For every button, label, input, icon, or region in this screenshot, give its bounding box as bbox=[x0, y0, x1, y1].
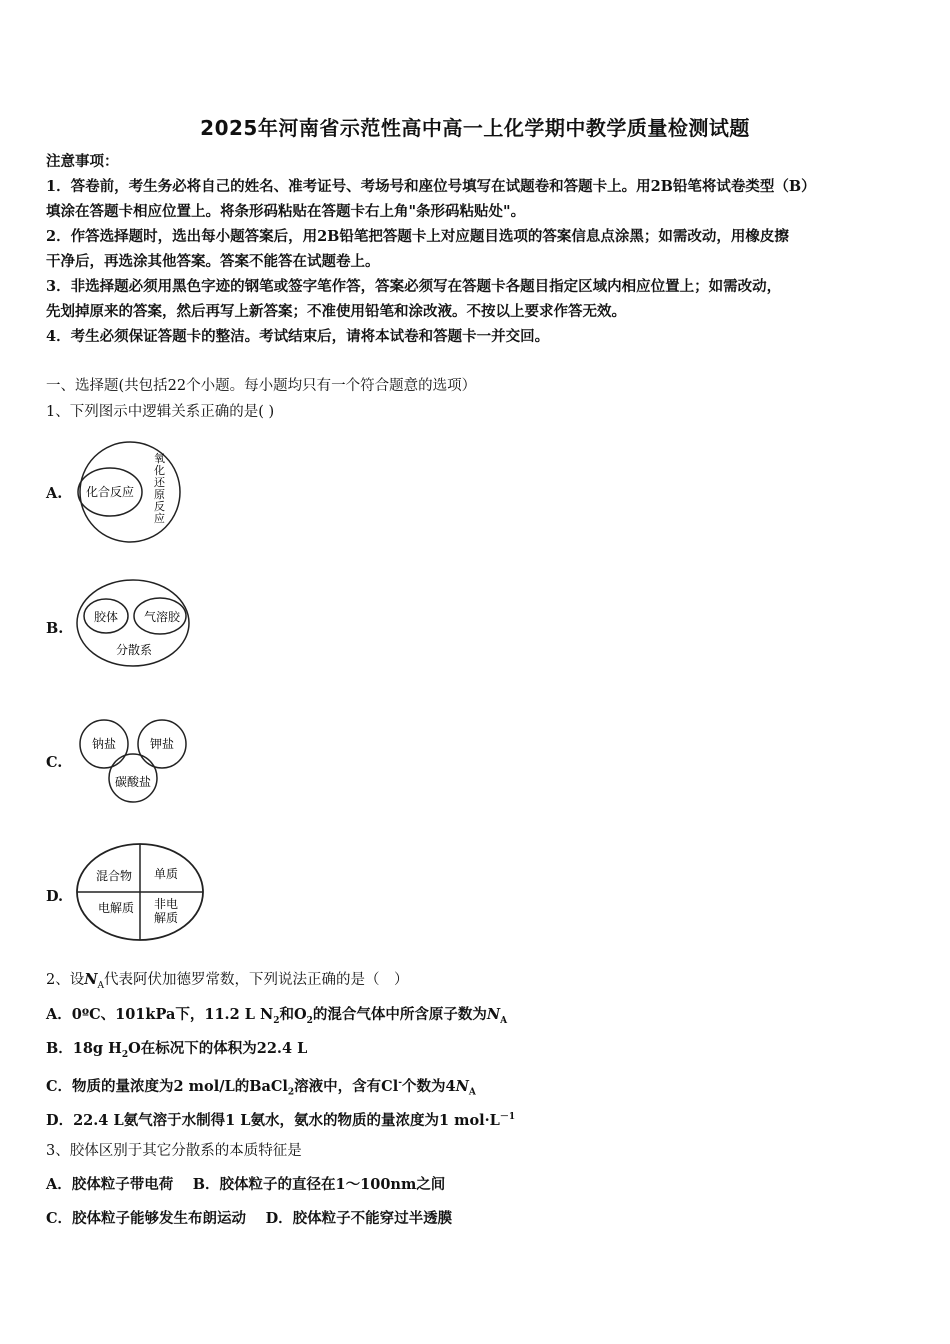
notice-line: 1．答卷前，考生务必将自己的姓名、准考证号、考场号和座位号填写在试题卷和答题卡上。用2B铅笔将试卷类型（B） bbox=[46, 178, 816, 195]
venn-diagram-b bbox=[74, 578, 194, 670]
option-c-label: C. bbox=[46, 754, 63, 771]
notice-heading: 注意事项： bbox=[46, 153, 119, 170]
option-d-label: D. bbox=[46, 888, 64, 905]
question-2-option-d: D．22.4 L氨气溶于水制得1 L氨水，氨水的物质的量浓度为1 $mol\cdot L^{-1}$ bbox=[46, 1111, 516, 1129]
page-title: 2025年河南省示范性高中高一上化学期中教学质量检测试题 bbox=[200, 116, 750, 140]
diagram-c-c-label: 碳酸盐 bbox=[114, 775, 152, 789]
diagram-d-br-label-2: 解质 bbox=[153, 911, 179, 925]
notice-line: 填涂在答题卡相应位置上。将条形码粘贴在答题卡右上角"条形码粘贴处"。 bbox=[46, 203, 526, 220]
question-2-stem: 2、设$N_A$代表阿伏加德罗常数，下列说法正确的是（ ） bbox=[46, 971, 409, 991]
notice-line: 先划掉原来的答案，然后再写上新答案；不准使用铅笔和涂改液。不按以上要求作答无效。 bbox=[46, 303, 626, 320]
diagram-b-right-label: 气溶胶 bbox=[143, 610, 181, 624]
diagram-b-left-label: 胶体 bbox=[93, 610, 119, 624]
question-3-options-cd: C．胶体粒子能够发生布朗运动 D．胶体粒子不能穿过半透膜 bbox=[46, 1210, 453, 1227]
notice-line: 3．非选择题必须用黑色字迹的钢笔或签字笔作答，答案必须写在答题卡各题目指定区域内相应位置上；如需改动， bbox=[46, 278, 782, 295]
diagram-d-tl-label: 混合物 bbox=[95, 869, 133, 883]
question-3-options-ab: A．胶体粒子带电荷 B．胶体粒子的直径在1～100nm之间 bbox=[46, 1176, 446, 1193]
notice-line: 干净后，再选涂其他答案。答案不能答在试题卷上。 bbox=[46, 253, 380, 270]
section-heading: 一、选择题(共包括22个小题。每小题均只有一个符合题意的选项） bbox=[46, 378, 477, 394]
option-a-label: A. bbox=[46, 485, 63, 502]
question-1-stem: 1、下列图示中逻辑关系正确的是( ) bbox=[46, 404, 275, 420]
notice-line: 4．考生必须保证答题卡的整洁。考试结束后，请将本试卷和答题卡一并交回。 bbox=[46, 328, 550, 345]
question-2-option-b: B．18g $H_2O$在标况下的体积为22.4 L bbox=[46, 1040, 308, 1060]
diagram-d-br-label-1: 非电 bbox=[153, 897, 179, 911]
venn-diagram-a bbox=[74, 440, 186, 544]
question-3-stem: 3、胶体区别于其它分散系的本质特征是 bbox=[46, 1143, 302, 1159]
diagram-c-a-label: 钠盐 bbox=[91, 737, 117, 751]
question-2-option-a: A．0ºC、101kPa下，11.2 L $N_2$和$O_2$的混合气体中所含原子数为$N_A$ bbox=[46, 1006, 508, 1026]
venn-diagram-c bbox=[74, 718, 194, 804]
diagram-b-outer-label: 分散系 bbox=[115, 643, 153, 657]
option-b-label: B. bbox=[46, 620, 64, 637]
diagram-a-outer-label: 氧化还原反应 bbox=[154, 452, 165, 525]
venn-diagram-d bbox=[74, 840, 208, 944]
diagram-d-bl-label: 电解质 bbox=[97, 901, 135, 915]
diagram-d-tr-label: 单质 bbox=[153, 867, 179, 881]
notice-line: 2．作答选择题时，选出每小题答案后，用2B铅笔把答题卡上对应题目选项的答案信息点涂黑；如需改动，用橡皮擦 bbox=[46, 228, 789, 245]
question-2-option-c: C．物质的量浓度为2 mol/L的BaCl$_2$溶液中，含有Cl-个数为$4N_A$ bbox=[46, 1077, 476, 1098]
diagram-c-b-label: 钾盐 bbox=[149, 737, 175, 751]
diagram-a-inner-label: 化合反应 bbox=[85, 485, 135, 499]
